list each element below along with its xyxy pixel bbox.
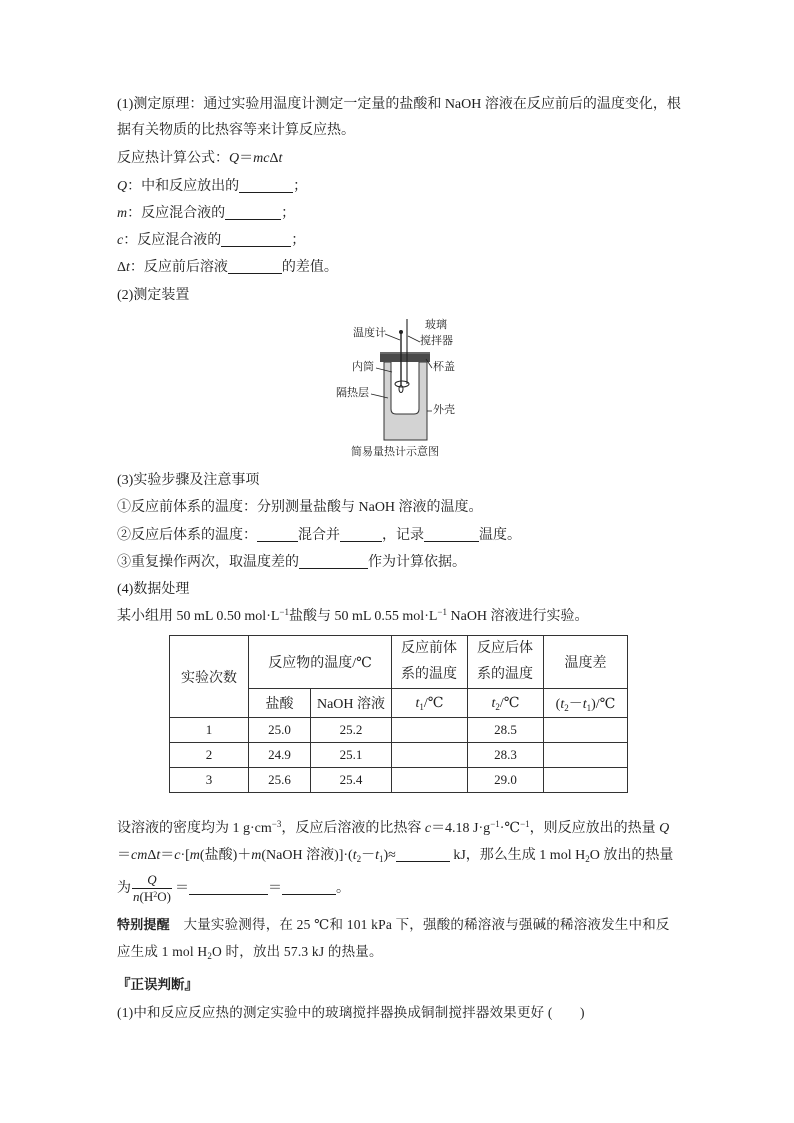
- var-t: t: [491, 695, 496, 711]
- calc-text: ＝: [160, 848, 175, 863]
- note-text: 大量实验测得，在 25 ℃和 101 kPa 下，强酸的稀溶液与强碱的稀溶液发生中和反: [169, 917, 670, 932]
- calc-var-t: t: [375, 848, 379, 863]
- calc-var-q: Q: [659, 821, 670, 836]
- minus: －: [568, 697, 583, 712]
- cell-hcl: 25.6: [249, 768, 311, 793]
- definition-delta: Δ: [117, 260, 127, 275]
- label-inner-cup: 内筒: [352, 361, 374, 373]
- denominator-n: n: [133, 889, 140, 905]
- cell-diff: [544, 768, 628, 793]
- principle-line-2: 据有关物质的比热容等来计算反应热。: [117, 123, 355, 138]
- calc-text: ，则反应放出的热量: [529, 821, 660, 836]
- principle-line-1: (1)测定原理：通过实验用温度计测定一定量的盐酸和 NaOH 溶液在反应前后的温度变化，根: [117, 97, 681, 112]
- fill-blank: [340, 528, 382, 542]
- calc-text: 。: [335, 881, 350, 896]
- definition-text: ：反应混合液的: [123, 233, 222, 248]
- data-processing-heading: (4)数据处理: [117, 582, 190, 597]
- calc-text: 设溶液的密度均为 1 g·cm: [117, 821, 272, 836]
- header-after: [468, 636, 544, 689]
- definition-text: ：反应混合液的: [127, 206, 226, 221]
- step-2-text: 混合并: [298, 528, 340, 543]
- intro-text: 某小组用 50 mL 0.50 mol·L: [117, 609, 280, 624]
- calc-text: ·℃: [499, 821, 521, 836]
- fill-blank: [299, 555, 368, 569]
- denominator-text: (H: [139, 889, 154, 905]
- cell-trial: 1: [170, 718, 249, 743]
- note-text: 应生成 1 mol H: [117, 944, 208, 959]
- label-shell: 外壳: [433, 404, 455, 416]
- cup-lid-highlight: [380, 352, 430, 354]
- label-lid: 杯盖: [433, 361, 455, 373]
- formula-delta: Δ: [269, 151, 279, 166]
- header-diff: 温度差: [544, 636, 628, 689]
- formula-q: Q: [229, 151, 240, 166]
- fill-blank: [225, 206, 281, 220]
- calc-text: (NaOH 溶液)]·(: [261, 848, 353, 863]
- judgement-item-1: (1)中和反应反应热的测定实验中的玻璃搅拌器换成铜制搅拌器效果更好 ( ): [117, 1005, 585, 1020]
- fill-blank: [424, 528, 479, 542]
- unit: )/℃: [591, 697, 616, 712]
- label-stirrer-line-1: 玻璃: [425, 319, 447, 331]
- definition-end: ；: [293, 179, 308, 194]
- table-row: [170, 743, 628, 768]
- definition-end: 的差值。: [281, 260, 338, 275]
- fill-blank: [228, 260, 282, 274]
- calc-var-t: t: [156, 848, 161, 863]
- table-row: [170, 768, 628, 793]
- definition-symbol: t: [126, 260, 130, 275]
- calc-subscript: 2: [356, 854, 362, 864]
- calc-var-t: t: [352, 848, 357, 863]
- calc-text: －: [361, 848, 376, 863]
- apparatus-heading: (2)测定装置: [117, 288, 190, 303]
- calculation-line-c: [117, 870, 350, 908]
- calc-delta: Δ: [147, 848, 157, 863]
- table-row: [170, 718, 628, 743]
- calculation-line-a: [117, 819, 669, 839]
- experiment-intro: [117, 607, 589, 627]
- subscript: 1: [419, 701, 424, 712]
- unit: /℃: [499, 695, 520, 711]
- step-2-text: ②反应后体系的温度：: [117, 528, 257, 543]
- judgement-heading: 『正误判断』: [117, 977, 198, 993]
- calc-text: ＝4.18 J·g: [431, 821, 491, 836]
- cell-before: [392, 743, 468, 768]
- calc-superscript: −1: [490, 819, 500, 829]
- step-3-text: 作为计算依据。: [368, 555, 466, 570]
- header-hcl: 盐酸: [249, 689, 311, 718]
- calc-var-m: m: [251, 848, 262, 863]
- figure-caption: 简易量热计示意图: [351, 446, 439, 458]
- thermometer-top: [399, 330, 403, 334]
- fraction: [132, 872, 172, 905]
- calc-text: (盐酸)＋: [199, 848, 252, 863]
- cell-after: 28.3: [468, 743, 544, 768]
- calc-text: ＝: [174, 881, 189, 896]
- steps-heading: (3)实验步骤及注意事项: [117, 473, 260, 488]
- formula-mc: mc: [253, 151, 270, 166]
- header-after-text: 反应后体系的温度: [477, 641, 533, 682]
- cell-after: 29.0: [468, 768, 544, 793]
- definition-text: ：中和反应放出的: [127, 179, 240, 194]
- fill-blank: [189, 881, 268, 895]
- denominator-text: O): [157, 889, 171, 905]
- step-3-text: ③重复操作两次，取温度差的: [117, 555, 299, 570]
- fill-blank: [282, 881, 336, 895]
- definition-c: [117, 231, 305, 251]
- calc-text: ，反应后溶液的比热容: [281, 821, 425, 836]
- cell-before: [392, 718, 468, 743]
- unit: /℃: [423, 695, 444, 711]
- cell-hcl: 24.9: [249, 743, 311, 768]
- cell-hcl: 25.0: [249, 718, 311, 743]
- note-label: 特别提醒: [117, 918, 170, 933]
- note-line-1: [117, 915, 670, 935]
- step-2: [117, 526, 521, 546]
- header-diff-unit: [544, 689, 628, 718]
- leader-stirrer: [408, 336, 420, 342]
- calculation-line-b: [117, 846, 673, 866]
- fill-blank: [396, 848, 450, 862]
- var-t: t: [560, 697, 565, 712]
- header-reactant-temp: 反应物的温度/℃: [249, 636, 392, 689]
- header-t1: [392, 689, 468, 718]
- definition-symbol: m: [117, 206, 128, 221]
- cell-trial: 2: [170, 743, 249, 768]
- leader-thermometer: [385, 334, 400, 340]
- calc-superscript: −1: [520, 819, 530, 829]
- step-2-text: 温度。: [479, 528, 521, 543]
- note-line-2: [117, 942, 383, 962]
- definition-text: ：反应前后溶液: [129, 260, 228, 275]
- intro-superscript: −1: [437, 607, 447, 617]
- definition-symbol: c: [117, 233, 124, 248]
- definition-delta-t: [117, 258, 338, 278]
- intro-text: NaOH 溶液进行实验。: [447, 609, 589, 624]
- calc-text: ＝: [117, 848, 131, 863]
- calc-text: ＝: [267, 881, 282, 896]
- calc-text: O 放出的热量: [589, 848, 674, 863]
- fraction-denominator: [132, 889, 172, 905]
- calc-text: )≈: [383, 848, 396, 863]
- definition-end: ；: [291, 233, 306, 248]
- step-3: [117, 553, 466, 573]
- step-2-text: ，记录: [382, 528, 424, 543]
- cell-after: 28.5: [468, 718, 544, 743]
- intro-superscript: −1: [279, 607, 289, 617]
- label-stirrer-line-2: 搅拌器: [420, 335, 453, 347]
- definition-m: [117, 204, 295, 224]
- calc-subscript: 2: [585, 854, 590, 864]
- note-subscript: 2: [207, 951, 213, 961]
- definition-q: [117, 177, 307, 197]
- subscript: 1: [586, 703, 592, 713]
- formula-equals: ＝: [239, 151, 254, 166]
- var-t: t: [415, 695, 420, 711]
- fraction-numerator: Q: [132, 872, 172, 889]
- var-t: t: [582, 697, 587, 712]
- calc-var-m: m: [189, 848, 200, 863]
- calc-subscript: 1: [379, 854, 384, 864]
- formula-line: [117, 149, 282, 169]
- calc-superscript: −3: [271, 819, 282, 829]
- definition-symbol: Q: [117, 179, 128, 194]
- cell-naoh: 25.4: [311, 768, 392, 793]
- fill-blank: [221, 233, 291, 247]
- table-header-row: [170, 636, 628, 689]
- cell-trial: 3: [170, 768, 249, 793]
- denominator-index: 2: [153, 890, 158, 900]
- header-trial: 实验次数: [170, 636, 249, 718]
- cell-before: [392, 768, 468, 793]
- fill-blank: [257, 528, 298, 542]
- label-insulation: 隔热层: [336, 387, 369, 399]
- step-1: ①反应前体系的温度：分别测量盐酸与 NaOH 溶液的温度。: [117, 500, 483, 515]
- formula-t: t: [278, 151, 283, 166]
- cell-diff: [544, 718, 628, 743]
- cell-naoh: 25.1: [311, 743, 392, 768]
- calc-text: ·[: [180, 848, 190, 863]
- header-t2: [468, 689, 544, 718]
- label-thermometer: 温度计: [353, 327, 386, 339]
- calc-var-cm: cm: [131, 848, 148, 863]
- paren: (: [555, 697, 561, 712]
- data-table: [169, 635, 628, 793]
- definition-end: ；: [281, 206, 296, 221]
- cell-naoh: 25.2: [311, 718, 392, 743]
- calc-var-c: c: [174, 848, 181, 863]
- subscript: 2: [495, 701, 500, 712]
- formula-label: 反应热计算公式：: [117, 151, 229, 166]
- inner-cup: [391, 362, 419, 414]
- header-before: [392, 636, 468, 689]
- subscript: 2: [564, 703, 569, 713]
- intro-text: 盐酸与 50 mL 0.55 mol·L: [289, 609, 438, 624]
- calc-text: kJ，那么生成 1 mol H: [449, 848, 586, 863]
- fill-blank: [239, 179, 293, 193]
- calc-text: 为: [117, 881, 131, 896]
- header-naoh: NaOH 溶液: [311, 689, 392, 718]
- note-text: O 时，放出 57.3 kJ 的热量。: [212, 944, 383, 959]
- header-before-text: 反应前体系的温度: [401, 641, 457, 682]
- cell-diff: [544, 743, 628, 768]
- calc-var-c: c: [424, 821, 432, 836]
